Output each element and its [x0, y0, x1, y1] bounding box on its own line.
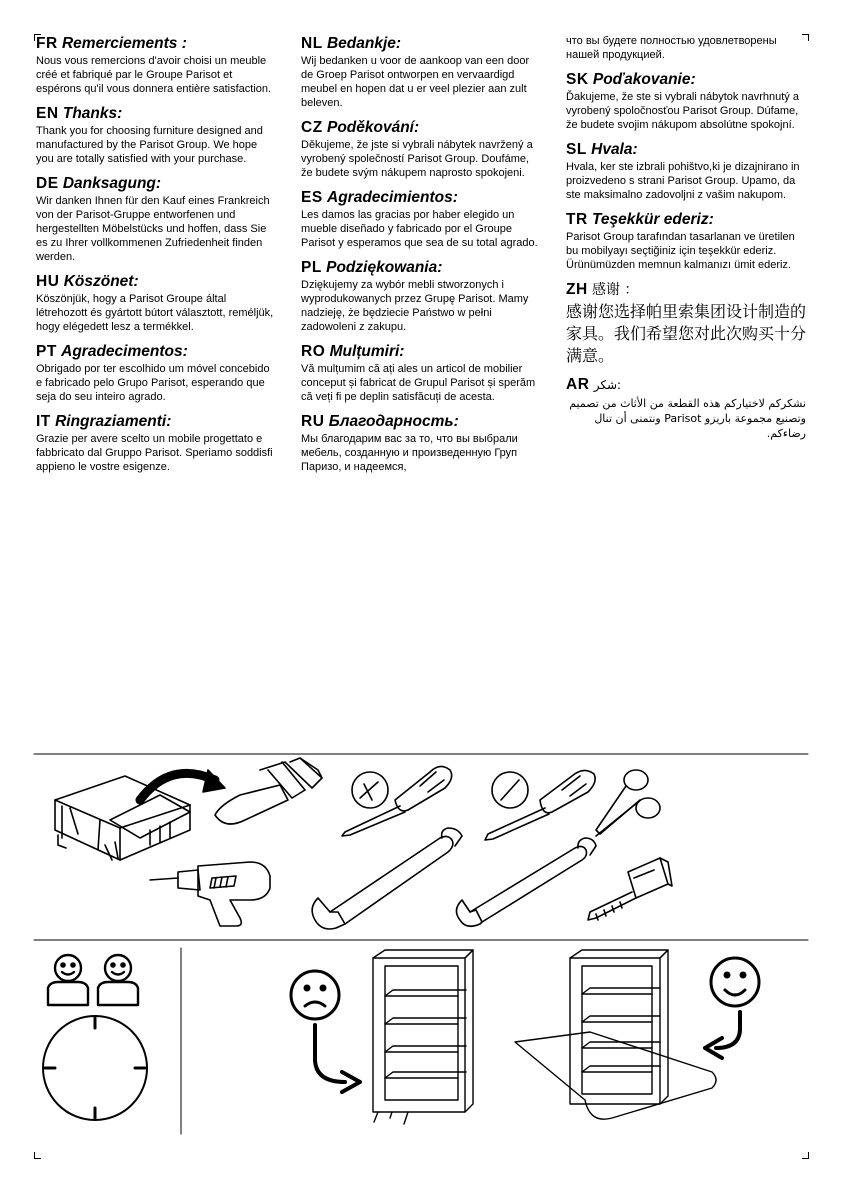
- thanks-heading: RU Благодарность:: [301, 413, 459, 430]
- thanks-heading: EN Thanks:: [36, 105, 123, 122]
- thanks-text: Ďakujeme, že ste si vybrali nábytok navrhnutý a vyrobený spoločnosťou Parisot Group. Dúfame, že budete svojim nákupom absolútne spokojní.: [566, 91, 799, 131]
- thanks-text: Мы благодарим вас за то, что вы выбрали мебель, созданную и произведенную Груп Паризо, и надеемся,: [301, 433, 518, 473]
- toolbox-icon: [55, 776, 190, 860]
- sad-face-icon: [291, 971, 360, 1092]
- tape-measure-icon: [588, 858, 672, 920]
- thanks-heading: SK Poďakovanie:: [566, 71, 696, 88]
- thanks-text: Thank you for choosing furniture designed and manufactured by the Parisot Group. We hope you are totally satisfied with your purchase.: [36, 125, 263, 165]
- bookcase-on-floor-icon: [373, 950, 473, 1124]
- thanks-text: что вы будете полностью удовлетворены нашей продукцией.: [566, 35, 777, 61]
- thanks-heading: HU Köszönet:: [36, 273, 139, 290]
- thanks-heading: TR Teşekkür ederiz:: [566, 211, 714, 228]
- curved-arrow-icon: [140, 770, 225, 800]
- thanks-text: Obrigado por ter escolhido um móvel concebido e fabricado pelo Grupo Parisot, esperando que seja do seu inteiro agrado.: [36, 363, 270, 403]
- thanks-text: Wir danken Ihnen für den Kauf eines Frankreich von der Parisot-Gruppe entworfenen und hergestellten Möbelstücks und hoffen, dass Sie es zu Ihrer vollkommenen Zufriedenheit finden werden.: [36, 195, 270, 263]
- scissors-icon: [596, 770, 660, 836]
- small-wrench-icon: [456, 838, 596, 926]
- hammer-icon: [215, 758, 322, 824]
- thanks-heading: NL Bedankje:: [301, 35, 402, 52]
- two-persons-icon: [48, 955, 138, 1005]
- bookcase-on-protective-sheet-icon: [515, 950, 716, 1119]
- thanks-heading: RO Mulțumiri:: [301, 343, 405, 360]
- thanks-text: Vă mulțumim că ați ales un articol de mobilier conceput și fabricat de Grupul Parisot și sperăm că veți fi pe deplin satisfăcuți de acesta.: [301, 363, 536, 403]
- open-wrench-icon: [312, 828, 462, 929]
- thanks-text: Parisot Group tarafından tasarlanan ve üretilen bu mobilyayı seçtiğiniz için teşekkür ederiz. Ürünümüzden memnun kalmanızı ümit ederiz.: [566, 231, 795, 271]
- flat-screwdriver-icon: [485, 770, 595, 840]
- thanks-heading: CZ Poděkování:: [301, 119, 420, 136]
- happy-face-icon: [705, 958, 759, 1058]
- thanks-heading: DE Danksagung:: [36, 175, 162, 192]
- thanks-heading: PT Agradecimentos:: [36, 343, 188, 360]
- thanks-text: Nous vous remercions d'avoir choisi un meuble créé et fabriqué par le Groupe Parisot et espérons qu'il vous donnera entière satisfaction.: [36, 55, 272, 95]
- thanks-heading: FR Remerciements :: [36, 35, 187, 52]
- thanks-heading: AR شكر:: [566, 376, 622, 393]
- thanks-text: نشكركم لاختياركم هذه القطعة من الأثاث من تصميم وتصنيع مجموعة باريزو Parisot ونتمنى أن تنال رضاءكم.: [569, 397, 806, 440]
- thanks-text: Les damos las gracias por haber elegido un mueble diseñado y fabricado por el Groupe Parisot y esperamos que sea de su total agrado.: [301, 209, 538, 249]
- thanks-text: Wij bedanken u voor de aankoop van een door de Groep Parisot ontworpen en vervaardigd meubel en hopen dat u er veel plezier aan zult beleven.: [301, 55, 530, 109]
- thanks-text: Děkujeme, že jste si vybrali nábytek navržený a vyrobený společností Parisot Group. Doufáme, že budete svým nákupem naprosto spokojeni.: [301, 139, 533, 179]
- thanks-text: 感谢您选择帕里索集团设计制造的家具。我们希望您对此次购买十分满意。: [566, 302, 807, 365]
- thanks-text: Köszönjük, hogy a Parisot Groupe által létrehozott és gyártott bútort választott, reméljük, hogy elégedett lesz a termékkel.: [36, 293, 274, 333]
- thanks-heading: PL Podziękowania:: [301, 259, 443, 276]
- thanks-heading: IT Ringraziamenti:: [36, 413, 172, 430]
- thanks-text: Grazie per avere scelto un mobile progettato e fabbricato dal Gruppo Parisot. Speriamo soddisfi appieno le vostre esigenze.: [36, 433, 273, 473]
- thanks-text: Dziękujemy za wybór mebli stworzonych i wyprodukowanych przez Grupę Parisot. Mamy nadzieję, że będziecie Państwo w pełni zadowoleni z zakupu.: [301, 279, 529, 333]
- thanks-heading: ZH 感谢 ：: [566, 281, 639, 298]
- clock-icon: [43, 1016, 147, 1120]
- thanks-heading: ES Agradecimientos:: [301, 189, 458, 206]
- phillips-screwdriver-icon: [342, 766, 452, 836]
- drill-icon: [150, 862, 270, 926]
- thanks-heading: SL Hvala:: [566, 141, 638, 158]
- thanks-text: Hvala, ker ste izbrali pohištvo,ki je dizajnirano in proizvedeno s strani Parisot Group. Upamo, da ste maksimalno zadovoljni z vašim nakupom.: [566, 161, 800, 201]
